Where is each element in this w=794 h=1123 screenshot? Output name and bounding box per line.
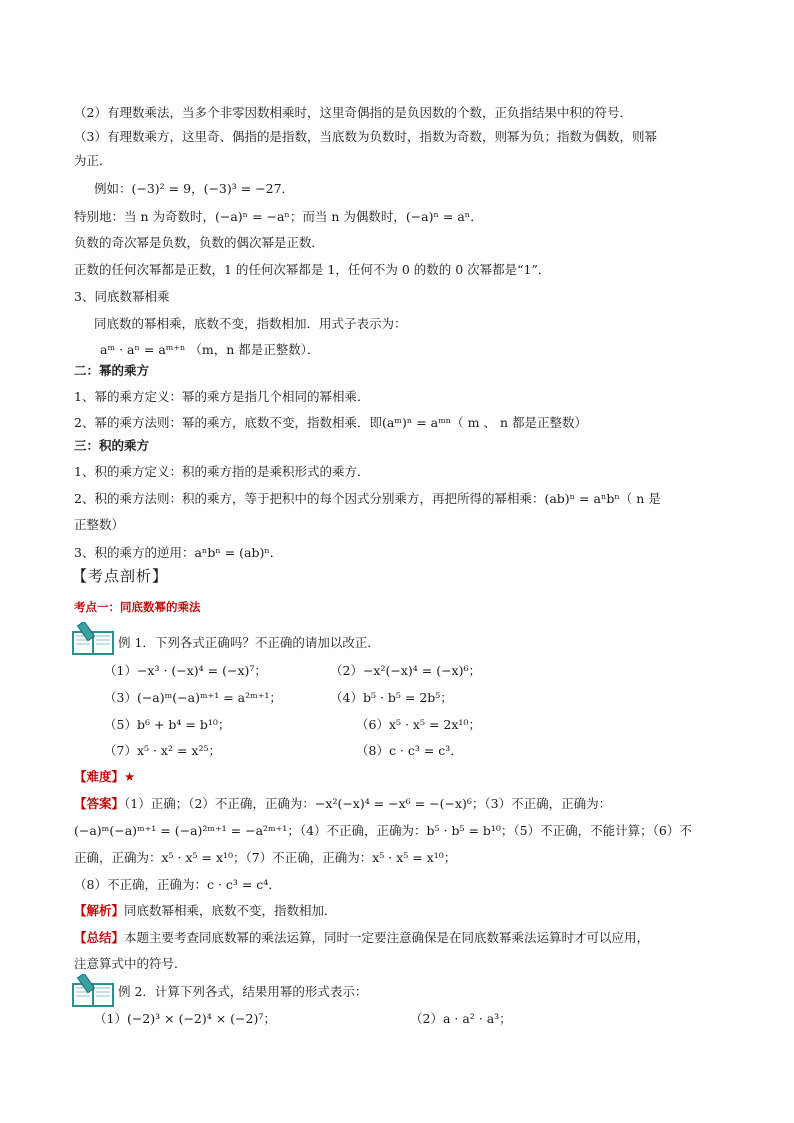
answer-line: 正确，正确为：x⁵ · x⁵ = x¹⁰；（7）不正确，正确为：x⁵ · x⁵ = x¹⁰； [74,850,457,865]
text-line: （2）有理数乘法，当多个非零因数相乘时，这里奇偶指的是负因数的个数，正负指结果中积的符号． [74,105,632,120]
text-line: 同底数的幂相乘，底数不变，指数相加．用式子表示为： [94,316,407,331]
text-line: 2、积的乘方法则：积的乘方，等于把积中的每个因式分别乘方，再把所得的幂相乘：(ab)ⁿ = aⁿbⁿ（ n 是 [74,491,661,506]
answer-line: (−a)ᵐ(−a)ᵐ⁺¹ = (−a)²ᵐ⁺¹ = −a²ᵐ⁺¹；（4）不正确，正确为：b⁵ · b⁵ = b¹⁰；（5）不正确，不能计算；（6）不 [74,823,692,838]
section-heading: 二：幂的乘方 [74,363,150,378]
label-tag: 【总结】 [74,930,125,945]
section-banner: 【考点剖析】 [72,567,169,585]
section-heading: 三：积的乘方 [74,438,150,453]
topic-heading: 考点一：同底数幂的乘法 [74,600,201,614]
example-item: （4）b⁵ · b⁵ = 2b⁵； [330,690,453,705]
example-item: （8）c · c³ = c³． [356,743,463,758]
example-item: （2）a · a² · a³； [410,1011,512,1026]
book-pencil-icon [70,974,116,1008]
difficulty-row [74,768,135,786]
text-line: 1、积的乘方定义：积的乘方指的是乘积形式的乘方． [74,464,370,479]
label-tag: 【解析】 [74,903,125,918]
analysis-line: 【解析】同底数幂相乘，底数不变，指数相加． [74,903,337,918]
label-tag: 【答案】 [74,796,125,811]
example-2-title: 例 2．计算下列各式，结果用幂的形式表示： [118,984,368,999]
example-item: （5）b⁶ + b⁴ = b¹⁰； [104,717,231,732]
formula-line: aᵐ · aⁿ = aᵐ⁺ⁿ （m，n 都是正整数）． [100,342,320,357]
text-line: 正整数） [74,517,125,532]
answer-line: （8）不正确，正确为：c · c³ = c⁴． [74,877,281,892]
summary-line: 注意算式中的符号． [74,956,187,971]
example-1-title: 例 1．下列各式正确吗？不正确的请加以改正． [118,635,380,650]
text-line: 正数的任何次幂都是正数，1 的任何次幂都是 1，任何不为 0 的数的 0 次幂都是“1”． [74,262,551,277]
example-item: （1）−x³ · (−x)⁴ = (−x)⁷； [104,663,267,678]
example-text: 例如：(−3)² = 9，(−3)³ = −27． [94,181,295,196]
text-line: （3）有理数乘方，这里奇、偶指的是指数，当底数为负数时，指数为奇数，则幂为负；指数为偶数，则幂 [74,129,657,144]
text-line: 3、积的乘方的逆用：aⁿbⁿ = (ab)ⁿ． [74,545,283,560]
example-item: （1）(−2)³ × (−2)⁴ × (−2)⁷； [94,1011,276,1026]
text-line: 特别地：当 n 为奇数时，(−a)ⁿ = −aⁿ；而当 n 为偶数时，(−a)ⁿ = aⁿ． [74,209,483,224]
text-line: 2、幂的乘方法则：幂的乘方，底数不变，指数相乘．即(aᵐ)ⁿ = aᵐⁿ（ m 、 n 都是正整数） [74,415,587,430]
text-line: 1、幂的乘方定义：幂的乘方是指几个相同的幂相乘． [74,389,370,404]
answer-line: 【答案】（1）正确；（2）不正确，正确为：−x²(−x)⁴ = −x⁶ = −(−x)⁶；（3）不正确，正确为： [74,796,612,811]
text-line: 为正． [74,153,112,168]
text-line: 负数的奇次幂是负数，负数的偶次幂是正数． [74,235,325,250]
example-item: （7）x⁵ · x² = x²⁵； [104,743,221,758]
book-pencil-icon [70,622,116,656]
example-item: （3）(−a)ᵐ(−a)ᵐ⁺¹ = a²ᵐ⁺¹； [104,690,282,705]
example-item: （6）x⁵ · x⁵ = 2x¹⁰； [356,717,481,732]
star-icon: ★ [124,769,136,784]
example-item: （2）−x²(−x)⁴ = (−x)⁶； [330,663,481,678]
difficulty-label: 【难度】 [74,769,125,784]
subsection-title: 3、同底数幂相乘 [74,289,170,304]
summary-line: 【总结】本题主要考查同底数幂的乘法运算，同时一定要注意确保是在同底数幂乘法运算时才可以应用， [74,930,650,945]
